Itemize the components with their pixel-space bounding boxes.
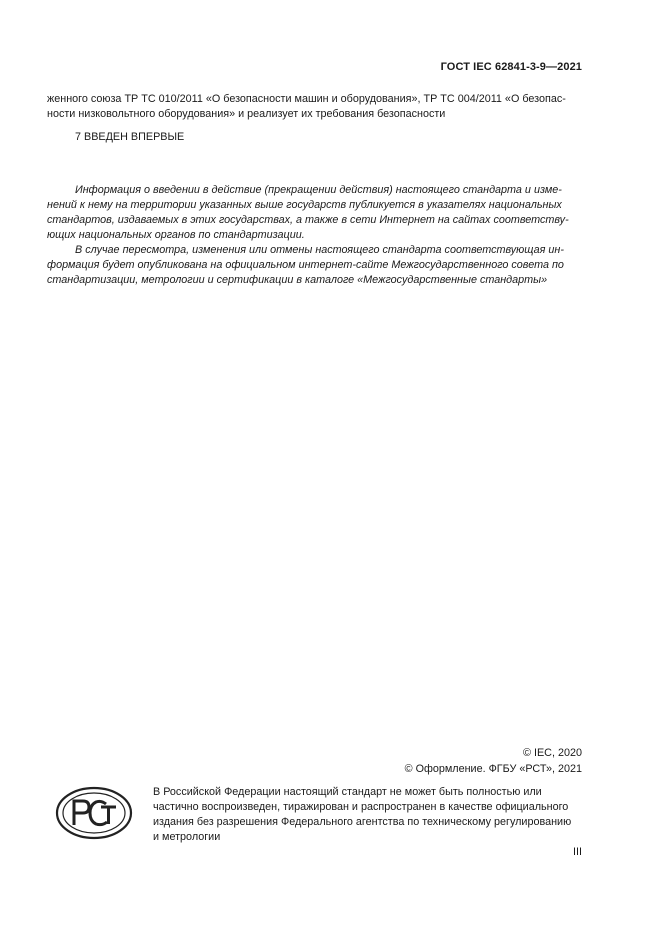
info-line: Информация о введении в действие (прекращении действия) настоящего стандарта и измe- (75, 184, 562, 196)
text-line: ности низковольтного оборудования» и реализует их требования безопасности (47, 108, 446, 120)
info-line: формация будет опубликована на официальном интернет-сайте Межгосударственного совета по (47, 259, 564, 271)
text-line: женного союза ТР ТС 010/2011 «О безопасности машин и оборудования», ТР ТС 004/2011 «О безопас- (47, 93, 566, 105)
info-line: ющих национальных органов по стандартизации. (47, 229, 305, 241)
notice-line: и метрологии (153, 831, 221, 843)
info-line: стандартов, издаваемых в этих государствах, а также в сети Интернет на сайтах соответству- (47, 214, 569, 226)
info-block (47, 183, 584, 288)
continuation-paragraph (47, 92, 584, 122)
copyright-iec: © IEC, 2020 (523, 747, 582, 759)
copyright-rst: © Оформление. ФГБУ «РСТ», 2021 (404, 763, 582, 775)
copyright-block (405, 745, 582, 777)
info-line: нений к нему на территории указанных выше государств публикуется в указателях национальных (47, 199, 562, 211)
notice-line: издания без разрешения Федерального агентства по техническому регулированию (153, 816, 572, 828)
item-7: 7 ВВЕДЕН ВПЕРВЫЕ (75, 131, 185, 143)
document-code: ГОСТ IEC 62841-3-9—2021 (440, 61, 582, 73)
info-line: В случае пересмотра, изменения или отмены настоящего стандарта соответствующая ин- (75, 244, 564, 256)
notice-line: В Российской Федерации настоящий стандарт не может быть полностью или (153, 786, 542, 798)
notice-line: частично воспроизведен, тиражирован и распространен в качестве официального (153, 801, 569, 813)
rst-certification-logo-icon (54, 785, 134, 841)
page-number: III (573, 846, 582, 858)
reproduction-notice (153, 785, 585, 845)
info-line: стандартизации, метрологии и сертификации в каталоге «Межгосударственные стандарты» (47, 274, 548, 286)
